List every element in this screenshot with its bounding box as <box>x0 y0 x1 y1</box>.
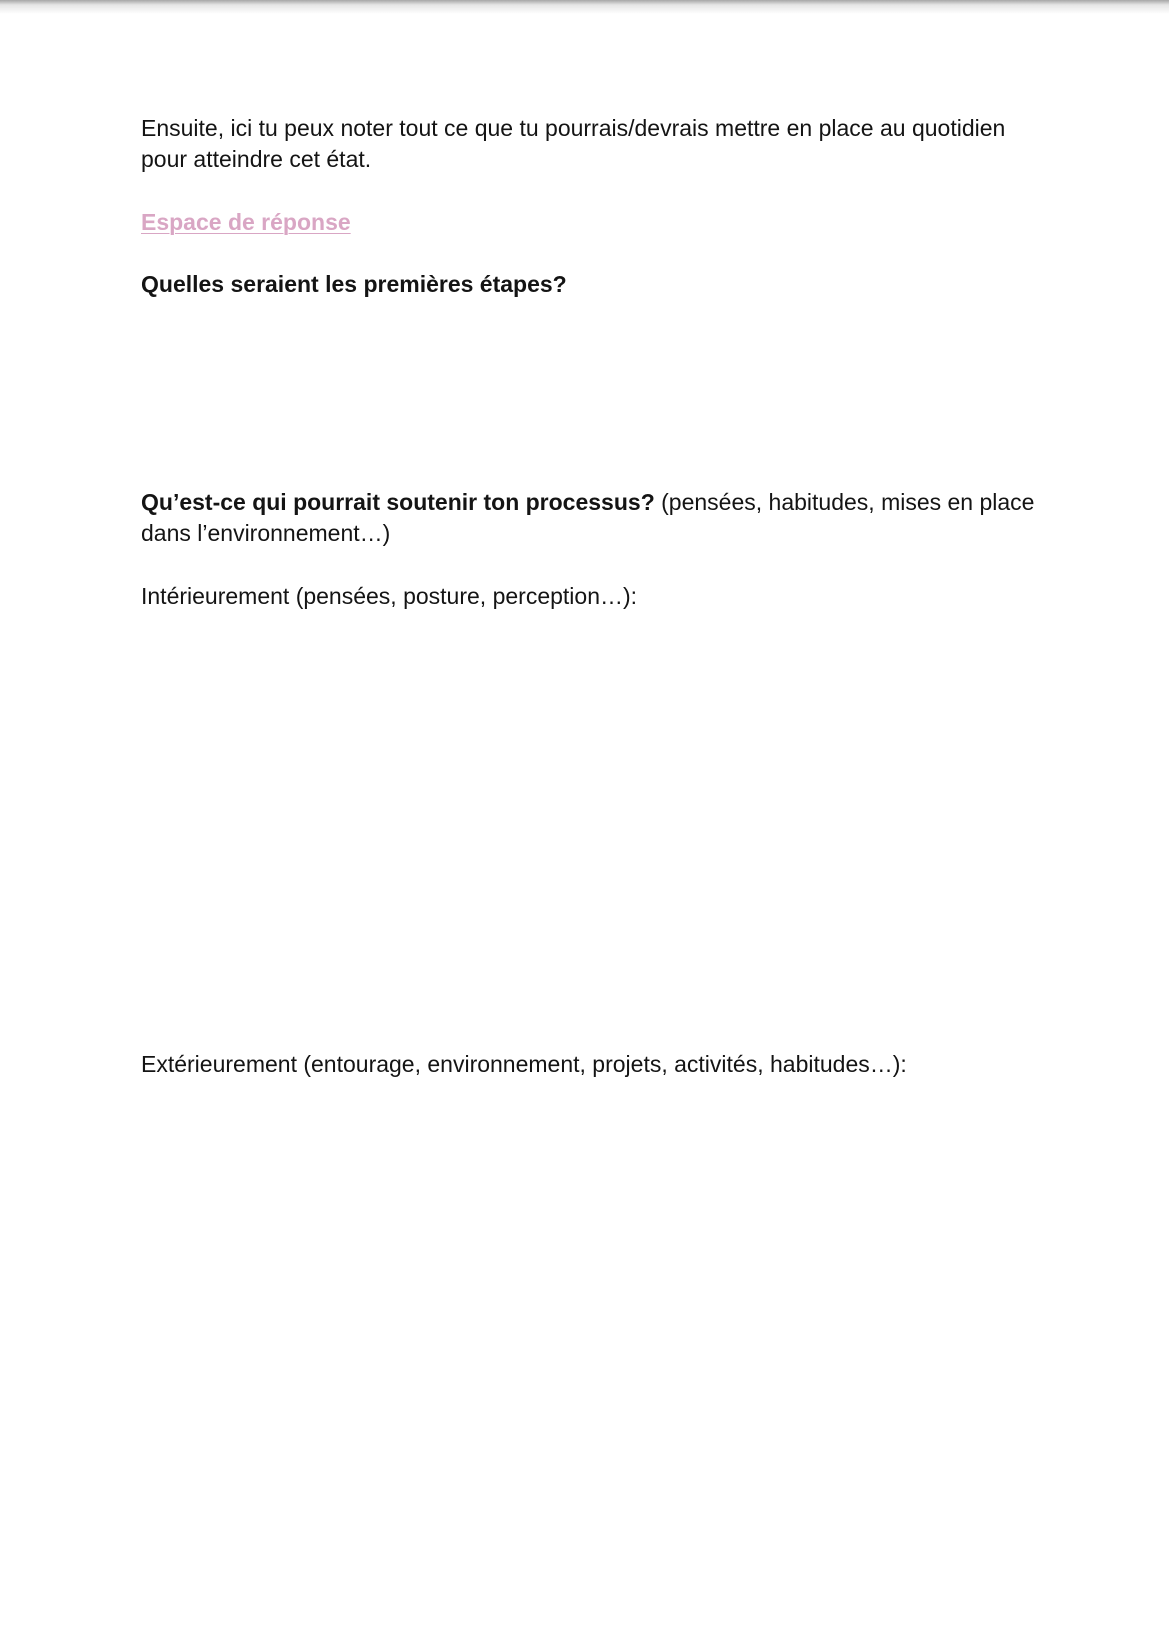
page-top-shadow <box>0 0 1169 14</box>
question-support-details: (pensées, habitudes, mises en place dans l’environnement…) <box>141 489 1035 546</box>
question-support-bold: Qu’est-ce qui pourrait soutenir ton processus? <box>141 489 655 515</box>
question-first-steps: Quelles seraient les premières étapes? <box>141 271 567 297</box>
intro-paragraph: Ensuite, ici tu peux noter tout ce que tu pourrais/devrais mettre en place au quotidien pour atteindre cet état. <box>141 115 1006 172</box>
interior-label: Intérieurement (pensées, posture, perception…): <box>141 583 638 609</box>
question-support-process <box>141 487 1041 549</box>
exterior-label: Extérieurement (entourage, environnement, projets, activités, habitudes…): <box>141 1051 907 1077</box>
response-space-link[interactable]: Espace de réponse <box>141 209 351 235</box>
